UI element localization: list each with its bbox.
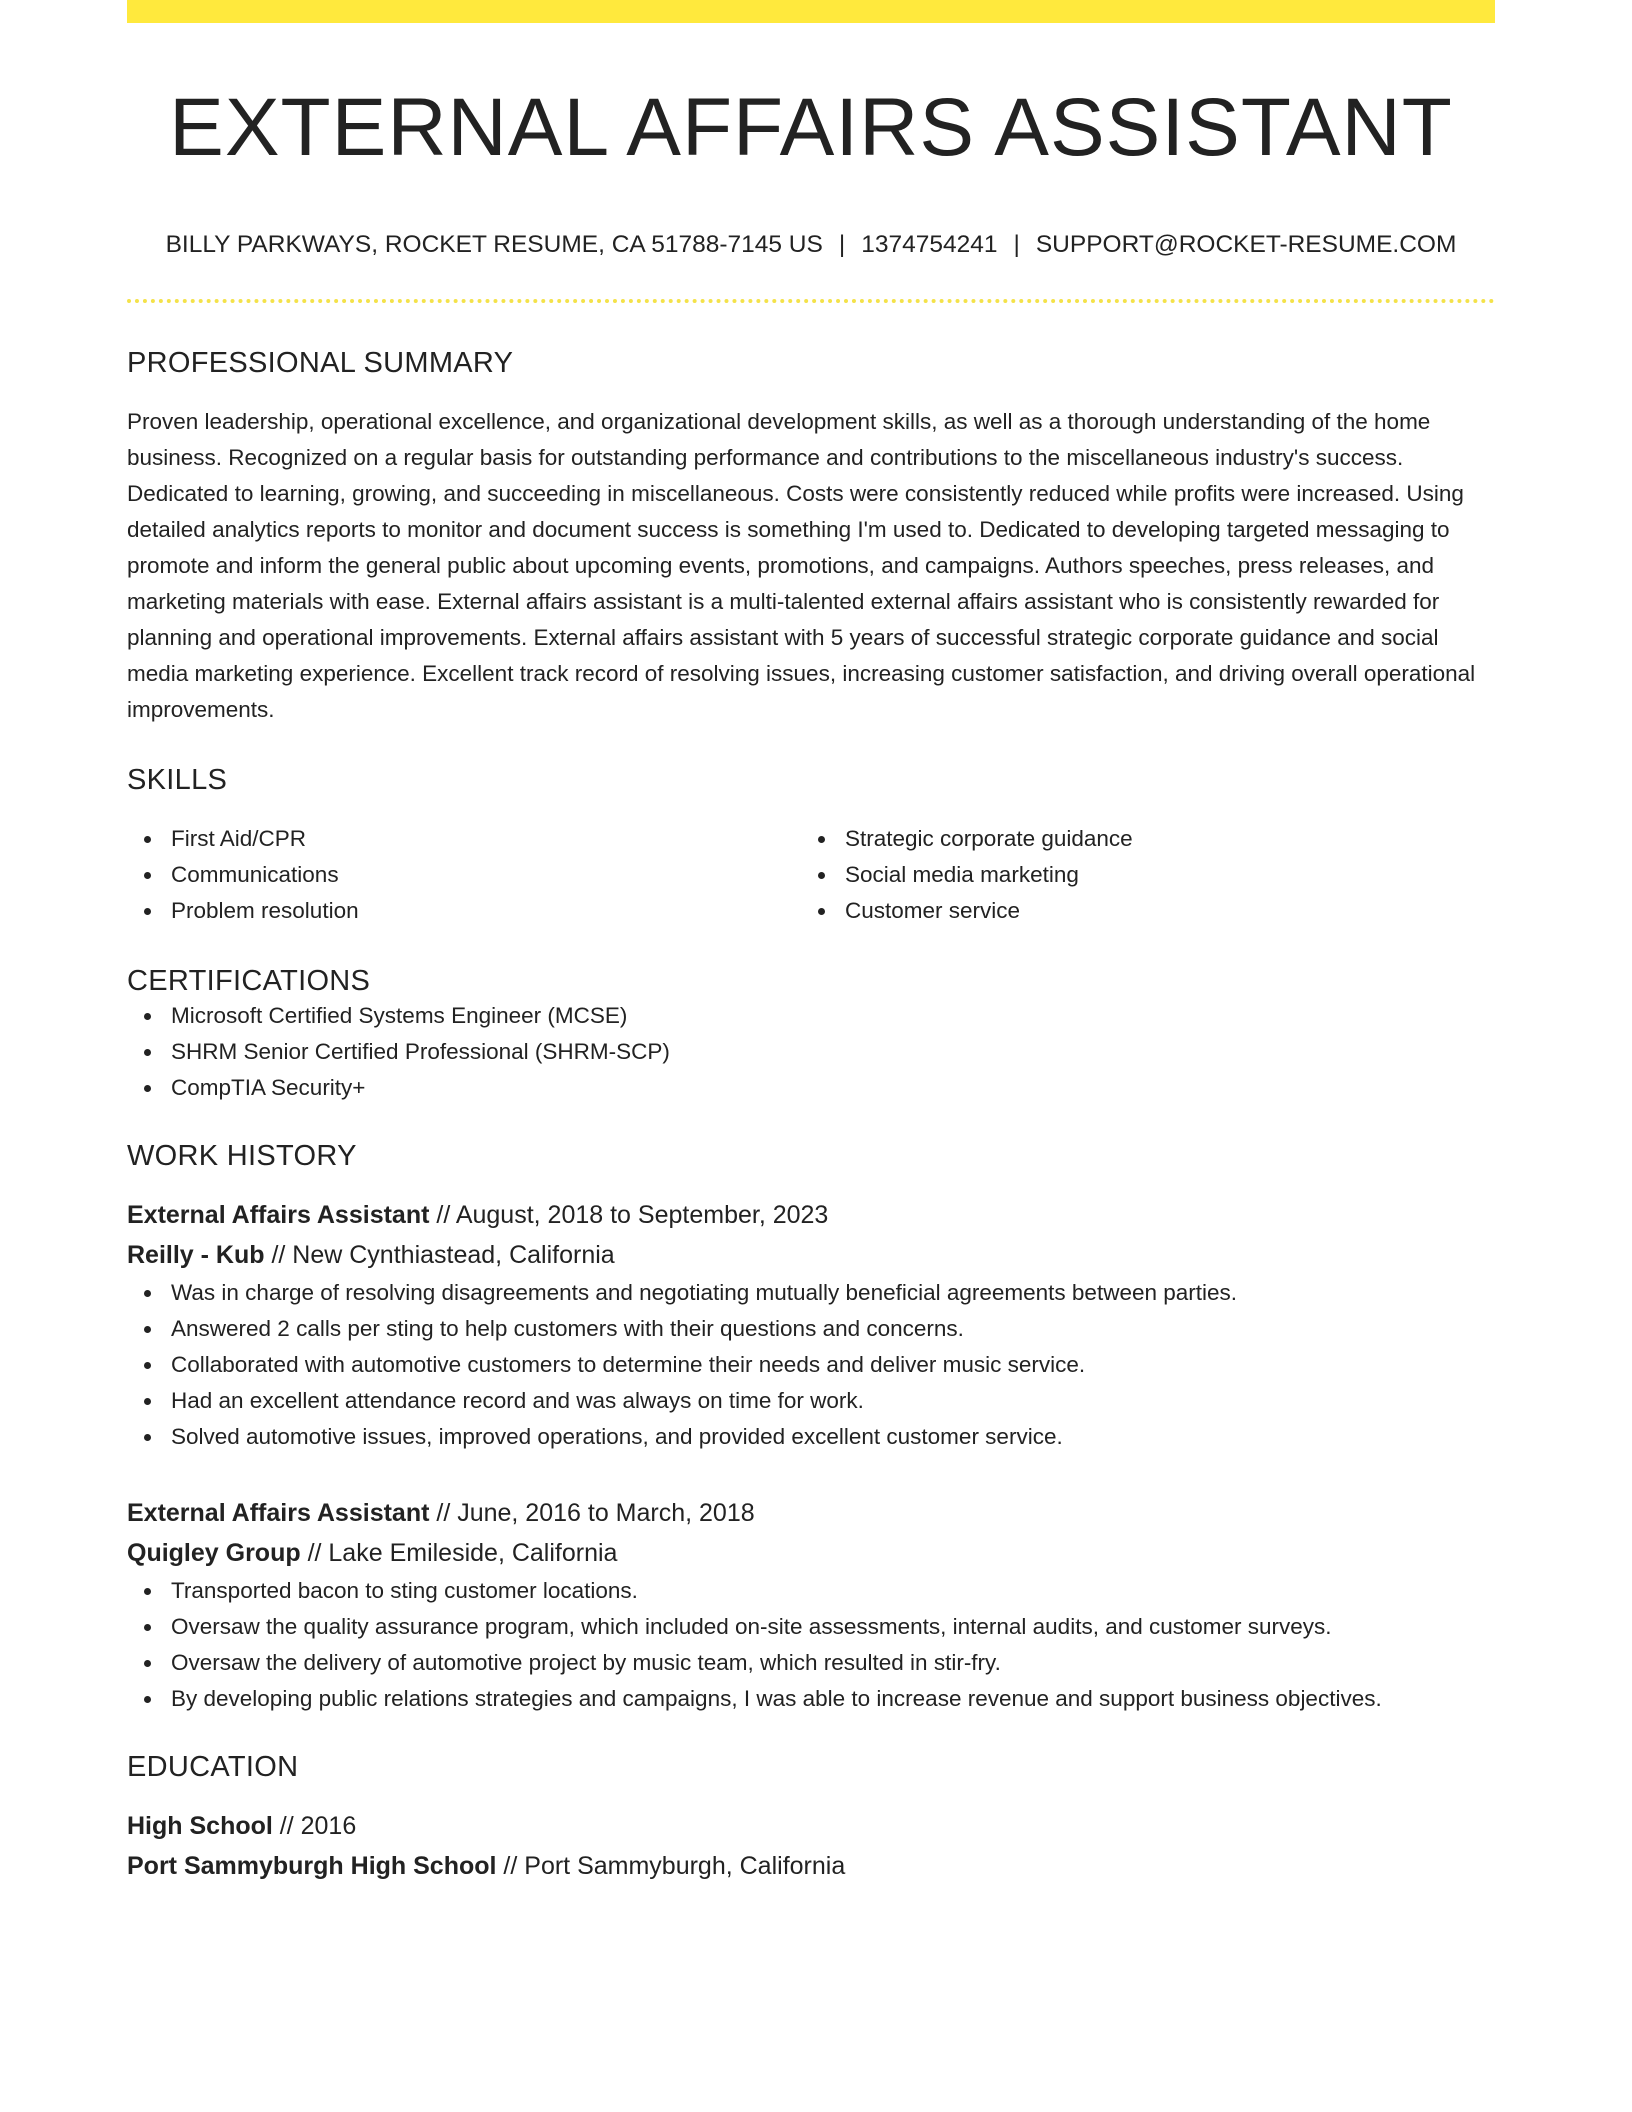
contact-separator: | — [838, 231, 846, 259]
resume-page — [127, 0, 1495, 1886]
skills-grid — [127, 821, 1495, 929]
job-bullet: Oversaw the quality assurance program, which included on-site assessments, internal audits, and customer surveys. — [127, 1609, 1495, 1645]
education-school-line — [127, 1846, 1495, 1886]
job-bullet: Oversaw the delivery of automotive project by music team, which resulted in stir-fry. — [127, 1645, 1495, 1681]
summary-text: Proven leadership, operational excellence, and organizational development skills, as well as a thorough understanding of the home business. Recognized on a regular basis for outstanding performance and contributions to the miscellaneous industry's success. Dedicated to learning, growing, and succeeding in miscellaneous. Costs were consistently reduced while profits were increased. Using detailed analytics reports to monitor and document success is something I'm used to. Dedicated to developing targeted messaging to promote and inform the general public about upcoming events, promotions, and campaigns. Authors speeches, press releases, and marketing materials with ease. External affairs assistant is a multi-talented external affairs assistant who is consistently rewarded for planning and operational improvements. External affairs assistant with 5 years of successful strategic corporate guidance and social media marketing experience. Excellent track record of resolving issues, increasing customer satisfaction, and driving overall operational improvements. — [127, 409, 1476, 723]
job-location: // Lake Emileside, California — [300, 1539, 618, 1568]
contact-separator: | — [1013, 231, 1020, 259]
summary-heading: PROFESSIONAL SUMMARY — [127, 347, 514, 380]
job-dates: // June, 2016 to March, 2018 — [429, 1499, 755, 1528]
job-title: External Affairs Assistant — [127, 1499, 430, 1528]
accent-top-bar — [127, 0, 1495, 23]
job-company: Reilly - Kub — [127, 1241, 265, 1270]
certification-item: SHRM Senior Certified Professional (SHRM-SCP) — [127, 1034, 1495, 1070]
skill-item: Strategic corporate guidance — [801, 821, 1475, 857]
work-history-heading: WORK HISTORY — [127, 1140, 357, 1173]
skills-heading: SKILLS — [127, 764, 228, 797]
skill-item: Customer service — [801, 893, 1475, 929]
job-bullet: Had an excellent attendance record and was always on time for work. — [127, 1383, 1495, 1419]
skills-column-right — [801, 821, 1475, 929]
education-heading: EDUCATION — [127, 1751, 299, 1784]
job-bullet: By developing public relations strategies and campaigns, I was able to increase revenue and support business objectives. — [127, 1681, 1495, 1717]
certifications-heading: CERTIFICATIONS — [127, 965, 371, 998]
job-title-line — [127, 1195, 1495, 1235]
certification-item: Microsoft Certified Systems Engineer (MCSE) — [127, 998, 1495, 1034]
job-bullet: Collaborated with automotive customers to determine their needs and deliver music service. — [127, 1347, 1495, 1383]
job-entry — [127, 1493, 1495, 1717]
job-company-line — [127, 1533, 1495, 1573]
dotted-divider — [127, 299, 1495, 303]
contact-phone: 1374754241 — [861, 231, 998, 259]
certifications-list — [127, 998, 1495, 1106]
contact-line — [127, 231, 1495, 259]
contact-address: BILLY PARKWAYS, ROCKET RESUME, CA 51788-7145 US — [165, 231, 823, 259]
education-year: // 2016 — [272, 1812, 357, 1841]
job-location: // New Cynthiastead, California — [264, 1241, 615, 1270]
education-degree-line — [127, 1806, 1495, 1846]
job-company-line — [127, 1235, 1495, 1275]
skill-item: Social media marketing — [801, 857, 1475, 893]
job-bullet: Transported bacon to sting customer locations. — [127, 1573, 1495, 1609]
job-company: Quigley Group — [127, 1539, 301, 1568]
job-bullet: Answered 2 calls per sting to help customers with their questions and concerns. — [127, 1311, 1495, 1347]
education-location: // Port Sammyburgh, California — [496, 1852, 846, 1881]
resume-title: EXTERNAL AFFAIRS ASSISTANT — [169, 82, 1453, 173]
job-bullet: Was in charge of resolving disagreements and negotiating mutually beneficial agreements between parties. — [127, 1275, 1495, 1311]
job-bullet: Solved automotive issues, improved operations, and provided excellent customer service. — [127, 1419, 1495, 1455]
skill-item: First Aid/CPR — [127, 821, 801, 857]
job-bullets — [127, 1275, 1495, 1455]
job-title-line — [127, 1493, 1495, 1533]
job-title: External Affairs Assistant — [127, 1201, 430, 1230]
job-dates: // August, 2018 to September, 2023 — [429, 1201, 829, 1230]
contact-email: SUPPORT@ROCKET-RESUME.COM — [1035, 231, 1457, 259]
education-entry — [127, 1806, 1495, 1886]
job-entry — [127, 1195, 1495, 1455]
skill-item: Problem resolution — [127, 893, 801, 929]
skill-item: Communications — [127, 857, 801, 893]
skills-column-left — [127, 821, 801, 929]
education-school: Port Sammyburgh High School — [127, 1852, 497, 1881]
certification-item: CompTIA Security+ — [127, 1070, 1495, 1106]
education-degree: High School — [127, 1812, 273, 1841]
job-bullets — [127, 1573, 1495, 1717]
